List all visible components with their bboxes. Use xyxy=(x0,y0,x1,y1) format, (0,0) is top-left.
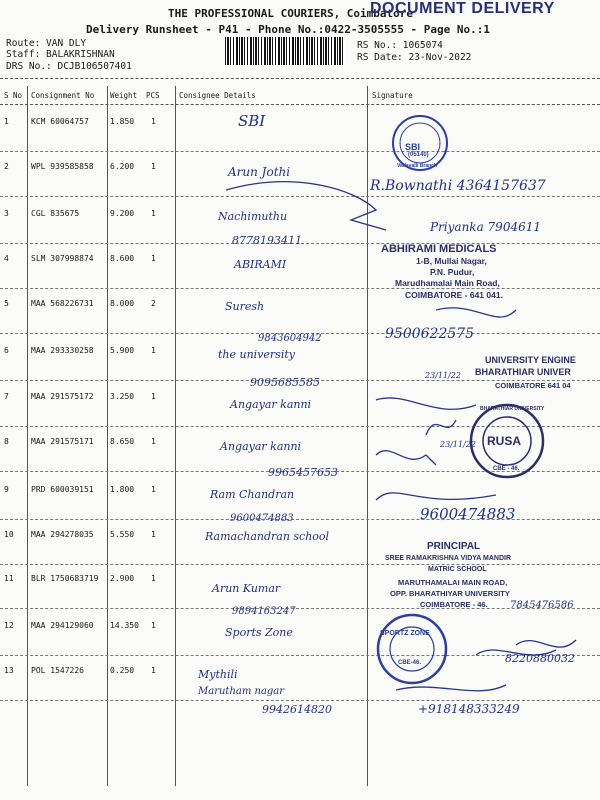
row-serial-number: 8 xyxy=(4,437,9,446)
principal-stamp-line3: MATRIC SCHOOL xyxy=(428,566,487,573)
handwritten-consignee: Suresh xyxy=(225,300,265,313)
row-pieces: 1 xyxy=(151,254,156,263)
row-serial-number: 2 xyxy=(4,162,9,171)
handwritten-signature: Priyanka 7904611 xyxy=(430,220,541,234)
row-consignment-number: BLR 1750683719 xyxy=(31,574,99,583)
handwritten-consignee: Angayar kanni xyxy=(230,398,312,411)
signature-stroke xyxy=(226,182,386,230)
rusa-stamp-city: CBE - 46. xyxy=(493,466,520,472)
row-consignment-number: MAA 293330258 xyxy=(31,346,94,355)
handwritten-consignee: ABIRAMI xyxy=(234,258,287,271)
row-pieces: 1 xyxy=(151,392,156,401)
company-name: THE PROFESSIONAL COURIERS, Coimbatore xyxy=(168,7,414,20)
row-weight: 8.600 xyxy=(110,254,135,263)
row-pieces: 1 xyxy=(151,209,156,218)
abirami-stamp-line5: COIMBATORE - 641 041. xyxy=(405,290,503,300)
signature-stroke xyxy=(476,650,556,655)
sportz-zone-stamp-name: SPORTZ ZONE xyxy=(380,630,430,637)
row-serial-number: 6 xyxy=(4,346,9,355)
handwritten-consignee: Arun Kumar xyxy=(212,582,281,595)
university-stamp-line3: COIMBATORE 641 04 xyxy=(495,381,571,390)
handwritten-signature: 8220880032 xyxy=(505,652,575,665)
rusa-stamp-date: 23/11/22 xyxy=(440,440,476,449)
row-consignment-number: SLM 307998874 xyxy=(31,254,94,263)
university-stamp-date: 23/11/22 xyxy=(425,371,461,380)
col-header-consignee: Consignee Details xyxy=(179,91,256,100)
handwritten-consignee: Ramachandran school xyxy=(205,530,330,543)
column-rule xyxy=(107,86,108,786)
row-pieces: 2 xyxy=(151,299,156,308)
handwritten-consignee: 9600474883 xyxy=(230,513,294,524)
col-header-pcs: PCS xyxy=(146,91,160,100)
row-weight: 5.900 xyxy=(110,346,135,355)
row-weight: 2.900 xyxy=(110,574,135,583)
abirami-stamp-line2: 1-B, Mullai Nagar, xyxy=(416,256,487,266)
document-delivery-stamp: DOCUMENT DELIVERY xyxy=(370,0,555,17)
sportz-zone-stamp xyxy=(375,612,449,686)
signature-stroke xyxy=(436,308,516,317)
handwritten-consignee: Ram Chandran xyxy=(210,488,295,501)
row-pieces: 1 xyxy=(151,346,156,355)
handwritten-signature: R.Bownathi 4364157637 xyxy=(370,178,546,194)
handwritten-consignee: 8778193411 xyxy=(232,234,302,247)
row-pieces: 1 xyxy=(151,621,156,630)
row-weight: 6.200 xyxy=(110,162,135,171)
row-pieces: 1 xyxy=(151,666,156,675)
runsheet-title: Delivery Runsheet - P41 - Phone No.:0422-3505555 - Page No.:1 xyxy=(86,23,490,36)
row-consignment-number: PRD 600039151 xyxy=(31,485,94,494)
route-label: Route: VAN DLY xyxy=(6,38,87,49)
row-consignment-number: MAA 291575172 xyxy=(31,392,94,401)
row-pieces: 1 xyxy=(151,530,156,539)
handwritten-consignee: 9965457653 xyxy=(268,466,338,479)
sbi-stamp-code: (05140) xyxy=(408,152,429,158)
rusa-stamp-ring: BHARATHIAR UNIVERSITY xyxy=(480,406,545,412)
university-stamp-line1: UNIVERSITY ENGINE xyxy=(485,355,576,365)
row-pieces: 1 xyxy=(151,117,156,126)
row-weight: 1.800 xyxy=(110,485,135,494)
row-serial-number: 13 xyxy=(4,666,14,675)
col-header-signature: Signature xyxy=(372,91,413,100)
signature-stroke xyxy=(516,640,576,647)
handwritten-signature: +918148333249 xyxy=(418,702,520,716)
col-header-sno: S No xyxy=(4,91,23,100)
row-pieces: 1 xyxy=(151,162,156,171)
sbi-stamp-branch: Vadavalli Branch xyxy=(397,163,438,169)
row-serial-number: 7 xyxy=(4,392,9,401)
abirami-stamp-line4: Marudhamalai Main Road, xyxy=(395,278,500,288)
col-header-consignment: Consignment No xyxy=(31,91,95,100)
header-divider xyxy=(0,78,600,79)
signature-stroke xyxy=(376,398,476,409)
rs-date: RS Date: 23-Nov-2022 xyxy=(357,52,472,63)
row-weight: 3.250 xyxy=(110,392,135,401)
row-pieces: 1 xyxy=(151,485,156,494)
signature-stroke xyxy=(376,493,496,500)
rs-number: RS No.: 1065074 xyxy=(357,40,443,51)
abirami-stamp-line1: ABHIRAMI MEDICALS xyxy=(381,243,497,255)
handwritten-consignee: SBI xyxy=(238,112,266,130)
handwritten-consignee: 9843604942 xyxy=(258,333,322,344)
signature-stroke xyxy=(426,420,456,435)
drs-number: DRS No.: DCJB106507401 xyxy=(6,61,132,72)
handwritten-consignee: Arun Jothi xyxy=(228,165,291,179)
principal-stamp-line6: COIMBATORE - 46. xyxy=(420,600,488,609)
signature-stroke xyxy=(376,451,436,465)
handwritten-consignee: Sports Zone xyxy=(225,626,293,639)
principal-stamp-line4: MARUTHAMALAI MAIN ROAD, xyxy=(398,578,508,587)
handwritten-consignee: the university xyxy=(218,348,295,361)
row-consignment-number: KCM 60064757 xyxy=(31,117,89,126)
row-serial-number: 4 xyxy=(4,254,9,263)
row-pieces: 1 xyxy=(151,574,156,583)
barcode xyxy=(225,37,345,65)
row-serial-number: 9 xyxy=(4,485,9,494)
staff-label: Staff: BALAKRISHNAN xyxy=(6,49,115,60)
handwritten-consignee: Angayar kanni xyxy=(220,440,302,453)
handwritten-consignee: 9095685585 xyxy=(250,376,320,389)
row-consignment-number: MAA 291575171 xyxy=(31,437,94,446)
row-weight: 8.000 xyxy=(110,299,135,308)
row-weight: 8.650 xyxy=(110,437,135,446)
row-serial-number: 3 xyxy=(4,209,9,218)
row-consignment-number: WPL 939585858 xyxy=(31,162,94,171)
handwritten-signature: 9500622575 xyxy=(385,326,475,342)
row-consignment-number: MAA 294129060 xyxy=(31,621,94,630)
row-consignment-number: MAA 568226731 xyxy=(31,299,94,308)
row-consignment-number: MAA 294278035 xyxy=(31,530,94,539)
col-header-weight: Weight xyxy=(110,91,138,100)
handwritten-signature: 9600474883 xyxy=(420,505,516,523)
principal-stamp-line1: PRINCIPAL xyxy=(427,541,481,552)
handwritten-consignee: Marutham nagar xyxy=(198,686,285,697)
university-stamp-line2: BHARATHIAR UNIVER xyxy=(475,367,571,377)
principal-stamp-line2: SREE RAMAKRISHNA VIDYA MANDIR xyxy=(385,555,512,562)
handwritten-consignee: 9894163247 xyxy=(232,606,296,617)
handwritten-consignee: Mythili xyxy=(198,668,238,681)
row-weight: 9.200 xyxy=(110,209,135,218)
column-rule xyxy=(27,86,28,786)
row-serial-number: 1 xyxy=(4,117,9,126)
row-weight: 0.250 xyxy=(110,666,135,675)
row-weight: 14.350 xyxy=(110,621,139,630)
sbi-stamp-name: SBI xyxy=(405,142,421,152)
row-consignment-number: POL 1547226 xyxy=(31,666,84,675)
handwritten-consignee: 9942614820 xyxy=(262,703,332,716)
principal-stamp-line5: OPP. BHARATHIYAR UNIVERSITY xyxy=(390,589,510,598)
rusa-stamp-label: RUSA xyxy=(487,434,522,448)
row-weight: 1.850 xyxy=(110,117,135,126)
abirami-stamp-line3: P.N. Pudur, xyxy=(430,267,475,277)
row-pieces: 1 xyxy=(151,437,156,446)
row-serial-number: 12 xyxy=(4,621,14,630)
row-serial-number: 5 xyxy=(4,299,9,308)
row-serial-number: 10 xyxy=(4,530,14,539)
row-weight: 5.550 xyxy=(110,530,135,539)
sportz-zone-stamp-city: CBE-46. xyxy=(398,660,422,666)
row-serial-number: 11 xyxy=(4,574,14,583)
handwritten-consignee: Nachimuthu xyxy=(218,210,288,223)
row-consignment-number: CGL 835675 xyxy=(31,209,80,218)
handwritten-signature: 7845476586 xyxy=(510,600,574,611)
